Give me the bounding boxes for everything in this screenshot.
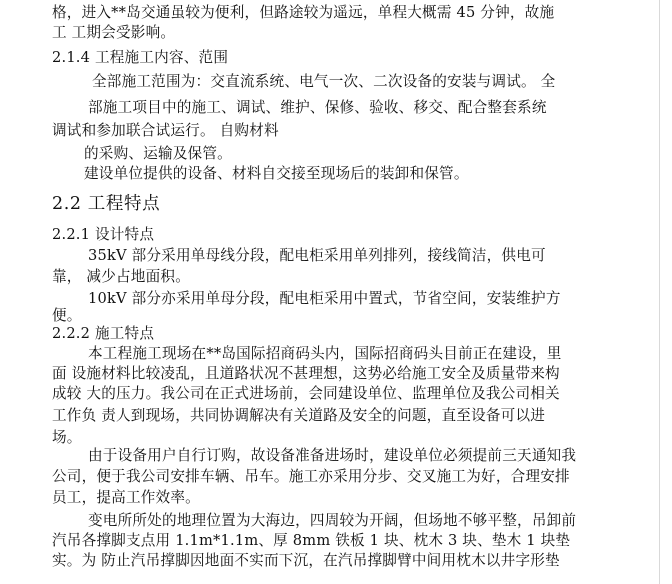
- paragraph-line: 35kV 部分采用单母线分段，配电柜采用单列排列，接线简洁，供电可: [88, 247, 546, 264]
- paragraph-line: 调试和参加联合试运行。 自购材料: [52, 122, 279, 139]
- section-heading-2-2: 2.2 工程特点: [52, 194, 161, 214]
- paragraph-line: 本工程施工现场在**岛国际招商码头内，国际招商码头目前正在建设，里: [88, 345, 562, 362]
- paragraph-line: 建设单位提供的设备、材料自交接至现场后的装卸和保管。: [84, 165, 469, 182]
- paragraph-line: 的采购、运输及保管。: [84, 145, 232, 162]
- paragraph-line: 靠， 减少占地面积。: [52, 268, 190, 285]
- paragraph-line: 汽吊各撑脚支点用 1.1m*1.1m、厚 8mm 铁板 1 块、枕木 3 块、垫木 1 块垫: [52, 532, 571, 549]
- section-heading-2-2-1: 2.2.1 设计特点: [52, 226, 155, 243]
- paragraph-line: 实。为 防止汽吊撑脚因地面不实而下沉，在汽吊撑脚臂中间用枕木以井字形垫: [52, 552, 560, 569]
- paragraph-line: 工 工期会受影响。: [52, 24, 176, 41]
- page-edge-divider: [659, 0, 660, 584]
- section-heading-2-2-2: 2.2.2 施工特点: [52, 325, 155, 342]
- section-heading-2-1-4: 2.1.4 工程施工内容、范围: [52, 49, 229, 66]
- paragraph-line: 场。: [52, 429, 82, 446]
- paragraph-line: 便。: [52, 307, 82, 324]
- paragraph-line: 公司，便于我公司安排车辆、吊车。施工亦采用分步、交叉施工为好，合理安排: [52, 468, 570, 485]
- paragraph-line: 部施工项目中的施工、调试、维护、保修、验收、移交、配合整套系统: [88, 99, 547, 116]
- paragraph-line: 面 设施材料比较凌乱，且道路状况不甚理想，这势必给施工安全及质量带来构: [52, 365, 560, 382]
- paragraph-line: 全部施工范围为：交直流系统、电气一次、二次设备的安装与调试。 全: [92, 73, 556, 90]
- paragraph-line: 变电所所处的地理位置为大海边，四周较为开阔，但场地不够平整，吊卸前: [88, 512, 577, 529]
- paragraph-line: 由于设备用户自行订购，故设备准备进场时，建设单位必须提前三天通知我: [88, 447, 577, 464]
- paragraph-line: 员工，提高工作效率。: [52, 489, 200, 506]
- paragraph-line: 格，进入**岛交通虽较为便利，但路途较为遥远，单程大概需 45 分钟，故施: [52, 4, 555, 21]
- paragraph-line: 成较 大的压力。我公司在正式进场前，会同建设单位、监理单位及我公司相关: [52, 385, 560, 402]
- paragraph-line: 工作负 责人到现场，共同协调解决有关道路及安全的问题，直至设备可以进: [52, 407, 546, 424]
- paragraph-line: 10kV 部分亦采用单母分段，配电柜采用中置式，节省空间，安装维护方: [88, 290, 561, 307]
